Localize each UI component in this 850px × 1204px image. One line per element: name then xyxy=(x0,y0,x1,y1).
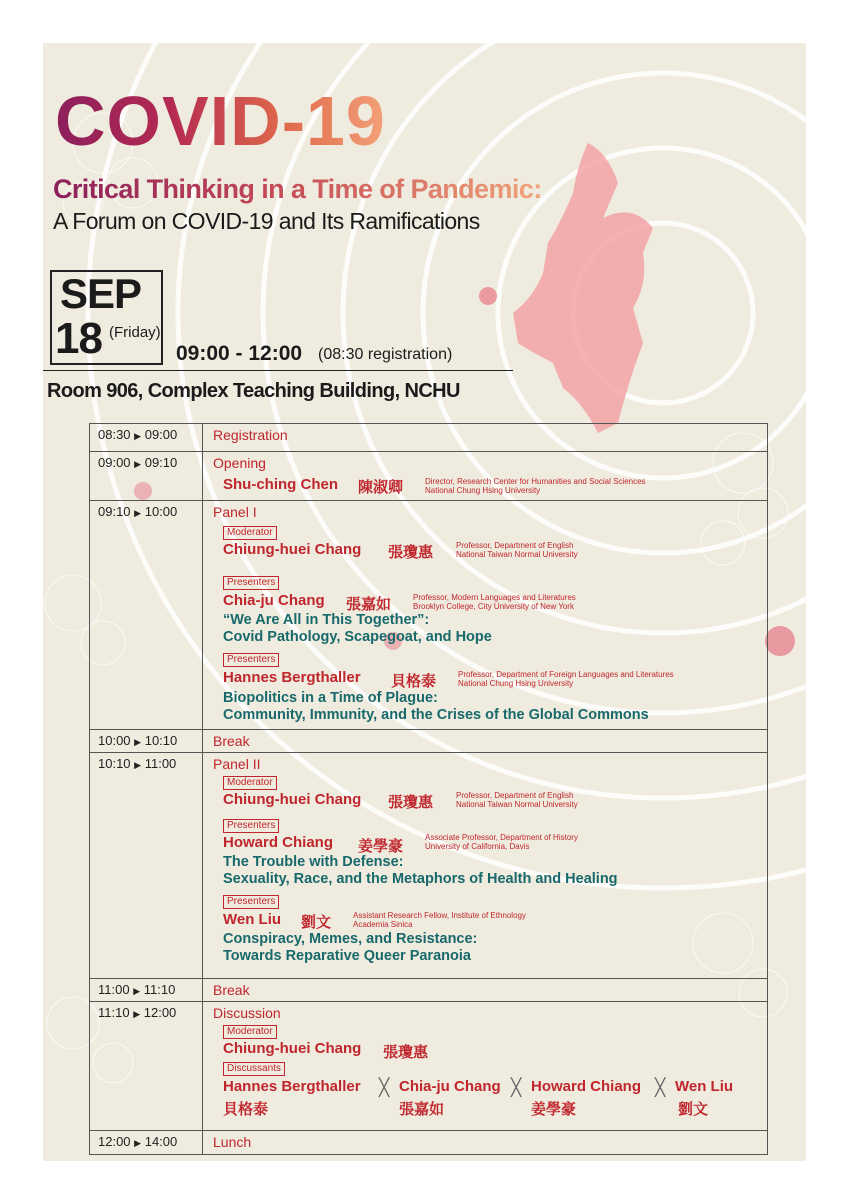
session-title: Registration xyxy=(213,427,288,443)
discussant-name-cn: 張嘉如 xyxy=(399,1101,445,1118)
moderator-affiliation: Professor, Department of English National Taiwan Normal University xyxy=(456,791,578,809)
time-range: 09:00 - 12:00 xyxy=(176,342,303,365)
presenter-name-cn: 貝格泰 xyxy=(391,673,437,690)
presenter-name-cn: 姜學豪 xyxy=(358,838,404,855)
discussant-name: Chia-ju Chang xyxy=(399,1078,501,1095)
presenters-tag: Presenters xyxy=(223,653,279,667)
presenter-affiliation: Professor, Department of Foreign Languages and Literatures National Chung Hsing University xyxy=(458,670,674,688)
presenter-name-cn: 劉文 xyxy=(301,914,332,931)
table-row xyxy=(90,1001,767,1130)
talk-title: Biopolitics in a Time of Plague: Community, Immunity, and the Crises of the Global Commons xyxy=(223,690,649,723)
time-cell: 09:00 ▶ 09:10 xyxy=(90,452,203,500)
presenters-tag: Presenters xyxy=(223,895,279,909)
time-cell: 11:00 ▶ 11:10 xyxy=(90,979,203,1001)
time-cell: 11:10 ▶ 12:00 xyxy=(90,1002,203,1130)
cross-icon: ╳ xyxy=(511,1078,522,1097)
discussant-name: Wen Liu xyxy=(675,1078,734,1095)
presenter-affiliation: Associate Professor, Department of History University of California, Davis xyxy=(425,833,578,851)
moderator-tag: Moderator xyxy=(223,776,277,790)
discussant-name-cn: 劉文 xyxy=(678,1101,709,1118)
content-cell xyxy=(203,730,767,752)
session-title: Break xyxy=(213,733,250,749)
moderator-tag: Moderator xyxy=(223,1025,277,1039)
date-month: SEP xyxy=(60,270,142,317)
session-title: Panel I xyxy=(213,504,257,520)
venue: Room 906, Complex Teaching Building, NCHU xyxy=(47,380,460,402)
session-title: Discussion xyxy=(213,1005,281,1021)
table-row xyxy=(90,729,767,752)
session-title: Break xyxy=(213,982,250,998)
content-cell xyxy=(203,753,767,978)
presenters-tag: Presenters xyxy=(223,819,279,833)
schedule-table xyxy=(89,423,768,1155)
time-cell: 12:00 ▶ 14:00 xyxy=(90,1131,203,1154)
presenter-name-cn: 張嘉如 xyxy=(346,596,392,613)
moderator-name: Chiung-huei Chang xyxy=(223,541,362,558)
discussant-name: Hannes Bergthaller xyxy=(223,1078,361,1095)
moderator-name: Chiung-huei Chang xyxy=(223,1040,362,1057)
table-row xyxy=(90,500,767,729)
discussant-name-cn: 姜學豪 xyxy=(531,1101,577,1118)
discussants-tag: Discussants xyxy=(223,1062,285,1076)
table-row xyxy=(90,1130,767,1154)
table-row xyxy=(90,978,767,1001)
moderator-name-cn: 張瓊惠 xyxy=(388,544,434,561)
time-cell: 08:30 ▶ 09:00 xyxy=(90,424,203,451)
cross-icon: ╳ xyxy=(379,1078,390,1097)
moderator-affiliation: Professor, Department of English National Taiwan Normal University xyxy=(456,541,578,559)
date-box xyxy=(50,270,163,365)
discussant-name: Howard Chiang xyxy=(531,1078,642,1095)
presenter-affiliation: Professor, Modern Languages and Literatures Brooklyn College, City University of New York xyxy=(413,593,576,611)
session-title: Lunch xyxy=(213,1134,252,1150)
presenter-name: Hannes Bergthaller xyxy=(223,669,361,686)
page-subtitle: Critical Thinking in a Time of Pandemic: xyxy=(53,174,542,204)
date-day: 18 xyxy=(55,314,102,363)
presenter-affiliation: Assistant Research Fellow, Institute of Ethnology Academia Sinica xyxy=(353,911,526,929)
divider xyxy=(43,370,513,371)
content-cell xyxy=(203,452,767,500)
page-subtitle-2: A Forum on COVID-19 and Its Ramifications xyxy=(53,208,480,234)
content-cell xyxy=(203,501,767,729)
talk-title: The Trouble with Defense: Sexuality, Race, and the Metaphors of Health and Healing xyxy=(223,854,618,887)
talk-title: Conspiracy, Memes, and Resistance: Towards Reparative Queer Paranoia xyxy=(223,931,478,964)
moderator-name: Chiung-huei Chang xyxy=(223,791,362,808)
content-cell xyxy=(203,1131,767,1154)
time-cell: 10:10 ▶ 11:00 xyxy=(90,753,203,978)
content-cell xyxy=(203,424,767,451)
page-title: COVID-19 xyxy=(55,82,386,160)
speaker-name-cn: 陳淑卿 xyxy=(358,479,404,496)
moderator-tag: Moderator xyxy=(223,526,277,540)
discussant-name-cn: 貝格泰 xyxy=(223,1101,269,1118)
speaker-affiliation: Director, Research Center for Humanities and Social Sciences National Chung Hsing University xyxy=(425,477,646,495)
talk-title: “We Are All in This Together”: Covid Pathology, Scapegoat, and Hope xyxy=(223,612,492,645)
date-weekday: (Friday) xyxy=(109,324,161,341)
time-cell: 10:00 ▶ 10:10 xyxy=(90,730,203,752)
presenter-name: Howard Chiang xyxy=(223,834,334,851)
content-cell xyxy=(203,979,767,1001)
presenter-name: Wen Liu xyxy=(223,911,282,928)
speaker-name: Shu-ching Chen xyxy=(223,476,338,493)
session-title: Panel II xyxy=(213,756,261,772)
poster xyxy=(43,43,806,1161)
content-cell xyxy=(203,1002,767,1130)
table-row xyxy=(90,424,767,451)
moderator-name-cn: 張瓊惠 xyxy=(383,1044,429,1061)
moderator-name-cn: 張瓊惠 xyxy=(388,794,434,811)
table-row xyxy=(90,752,767,978)
table-row xyxy=(90,451,767,500)
presenters-tag: Presenters xyxy=(223,576,279,590)
time-cell: 09:10 ▶ 10:00 xyxy=(90,501,203,729)
registration-note: (08:30 registration) xyxy=(318,346,453,363)
cross-icon: ╳ xyxy=(655,1078,666,1097)
presenter-name: Chia-ju Chang xyxy=(223,592,325,609)
session-title: Opening xyxy=(213,455,266,471)
